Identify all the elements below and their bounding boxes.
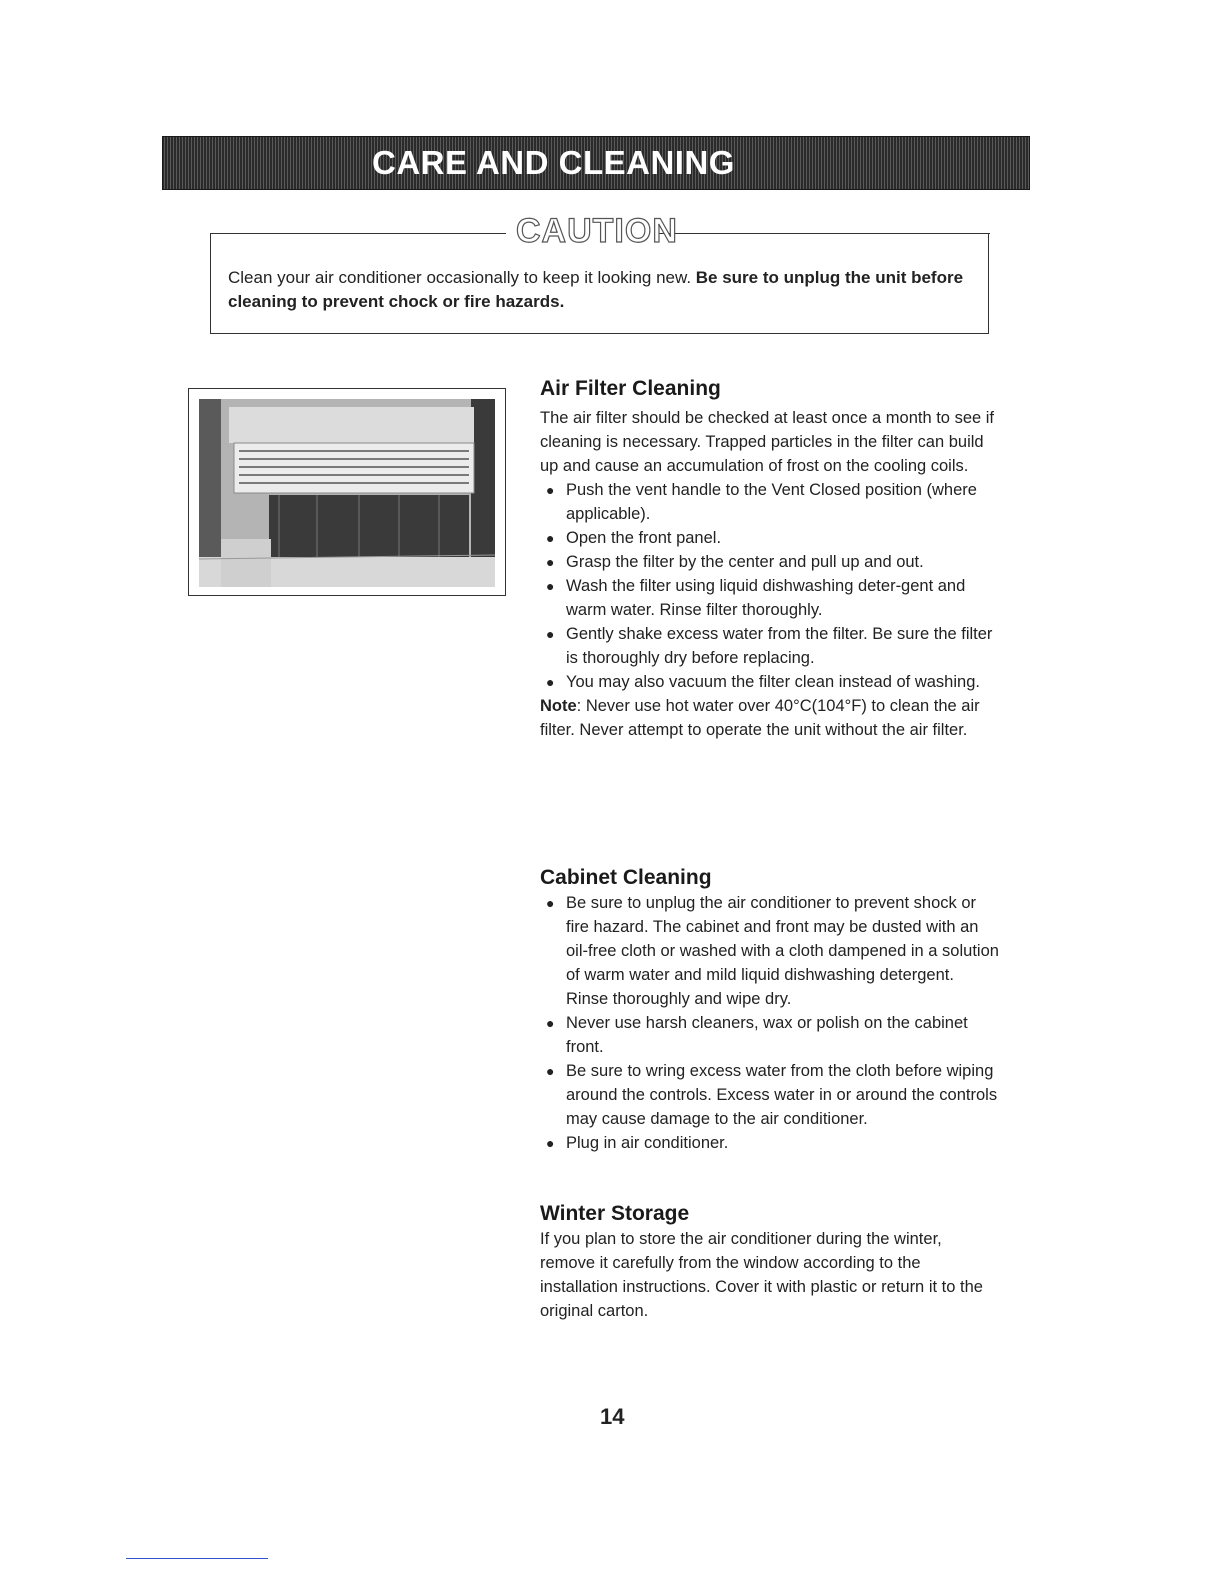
bullet-icon: ● bbox=[546, 674, 555, 690]
cabinet-section bbox=[540, 865, 1000, 1155]
bullet-icon: ● bbox=[546, 626, 555, 642]
air-filter-bullet: ● You may also vacuum the filter clean instead of washing. bbox=[540, 670, 1000, 694]
note-label: Note bbox=[540, 697, 577, 715]
caution-title: CAUTION bbox=[516, 212, 678, 250]
air-filter-bullet: ● Grasp the filter by the center and pull up and out. bbox=[540, 550, 1000, 574]
bullet-icon: ● bbox=[546, 1135, 555, 1151]
air-conditioner-photo-frame bbox=[188, 388, 506, 596]
winter-storage-text: If you plan to store the air conditioner during the winter, remove it carefully from the window according to the installation instructions. Cover it with plastic or return it to the original carton. bbox=[540, 1230, 983, 1320]
caution-text-bold: Be sure to unplug the unit before cleaning to prevent chock or fire hazards. bbox=[228, 268, 964, 311]
cabinet-bullet: ● Be sure to unplug the air conditioner to prevent shock or fire hazard. The cabinet and front may be dusted with an oil-free cloth or washed with a cloth dampened in a solution of warm water and mild liquid dishwashing detergent. Rinse thoroughly and wipe dry. bbox=[540, 891, 1000, 1011]
bullet-icon: ● bbox=[546, 1063, 555, 1079]
winter-storage-title: Winter Storage bbox=[540, 1202, 690, 1225]
air-filter-section bbox=[540, 376, 1000, 742]
air-filter-note bbox=[540, 694, 1000, 742]
bullet-icon: ● bbox=[546, 578, 555, 594]
section-header-bar bbox=[162, 136, 1030, 190]
section-title: CARE AND CLEANING bbox=[372, 144, 735, 181]
footer-rule bbox=[126, 1558, 268, 1559]
bullet-icon: ● bbox=[546, 530, 555, 546]
bullet-icon: ● bbox=[546, 554, 555, 570]
air-filter-bullet: ● Wash the filter using liquid dishwashing deter-gent and warm water. Rinse filter thoroughly. bbox=[540, 574, 1000, 622]
air-filter-bullet: ● Gently shake excess water from the filter. Be sure the filter is thoroughly dry before replacing. bbox=[540, 622, 1000, 670]
cabinet-bullet: ● Never use harsh cleaners, wax or polish on the cabinet front. bbox=[540, 1011, 1000, 1059]
bullet-icon: ● bbox=[546, 482, 555, 498]
note-text: : Never use hot water over 40°C(104°F) to clean the air filter. Never attempt to operate the unit without the air filter. bbox=[540, 697, 980, 739]
page-number: 14 bbox=[600, 1404, 625, 1429]
air-filter-bullet: ● Open the front panel. bbox=[540, 526, 1000, 550]
bullet-icon: ● bbox=[546, 895, 555, 911]
air-filter-intro: The air filter should be checked at least once a month to see if cleaning is necessary. Trapped particles in the filter can build up and cause an accumulation of frost on the cooling coils. bbox=[540, 409, 995, 475]
caution-text-normal: Clean your air conditioner occasionally to keep it looking new. bbox=[228, 268, 696, 287]
caution-text bbox=[228, 266, 980, 314]
winter-storage-section bbox=[540, 1201, 1000, 1323]
air-filter-bullet: ● Push the vent handle to the Vent Closed position (where applicable). bbox=[540, 478, 1000, 526]
bullet-icon: ● bbox=[546, 1015, 555, 1031]
air-filter-title: Air Filter Cleaning bbox=[540, 377, 721, 400]
cabinet-title: Cabinet Cleaning bbox=[540, 866, 712, 889]
air-conditioner-photo bbox=[199, 399, 495, 587]
cabinet-bullet: ● Be sure to wring excess water from the cloth before wiping around the controls. Excess water in or around the controls may cause damage to the air conditioner. bbox=[540, 1059, 1000, 1131]
cabinet-bullet: ● Plug in air conditioner. bbox=[540, 1131, 1000, 1155]
